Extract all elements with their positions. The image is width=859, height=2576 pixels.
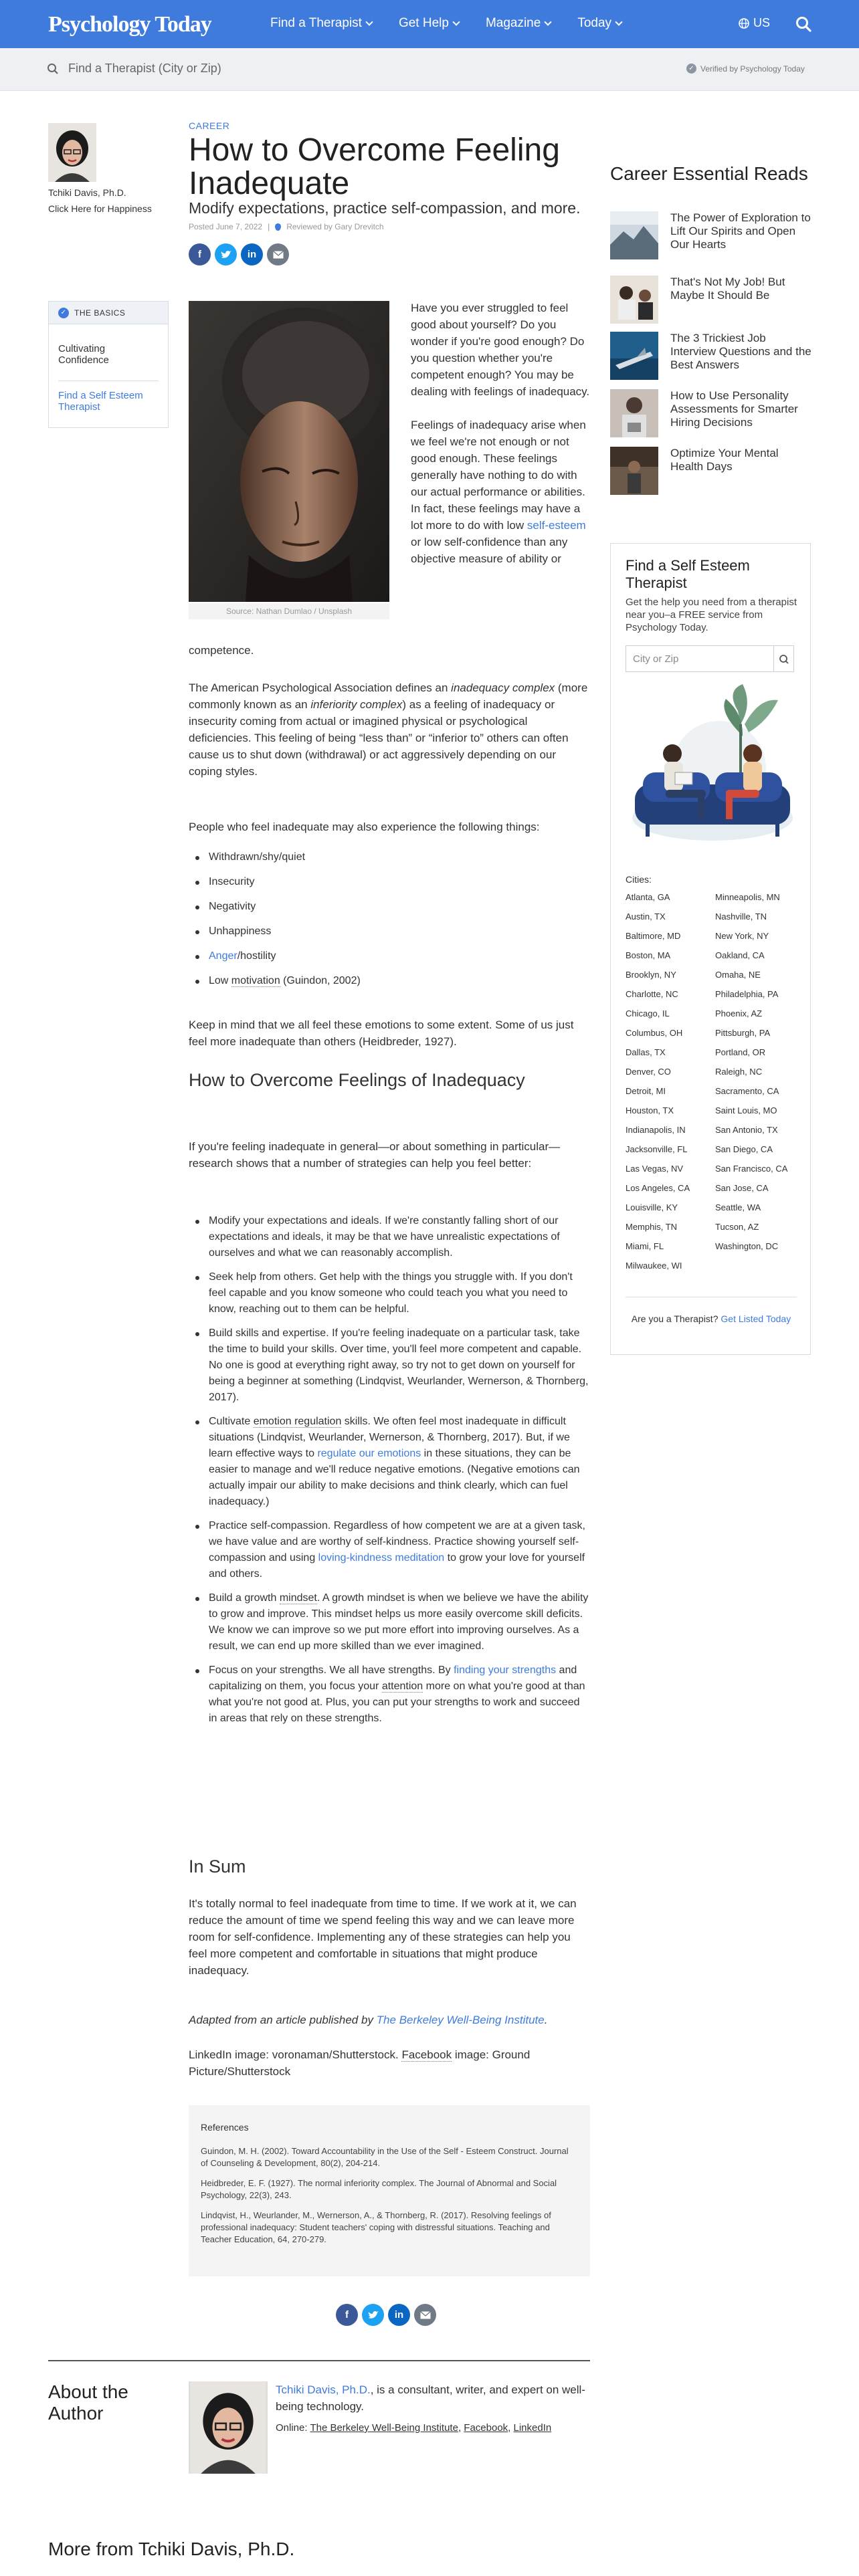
page-title: How to Overcome Feeling Inadequate bbox=[189, 132, 560, 201]
globe-icon bbox=[739, 18, 749, 29]
cities-column-right bbox=[715, 887, 801, 1256]
list-item: Negativity bbox=[189, 899, 590, 915]
nav-get-help[interactable] bbox=[399, 16, 459, 31]
essential-read-title: The 3 Trickiest Job Interview Questions and the Best Answers bbox=[670, 332, 812, 371]
city-link[interactable]: Raleigh, NC bbox=[715, 1067, 763, 1077]
mindset-term[interactable]: mindset bbox=[279, 1592, 317, 1604]
essential-read-item[interactable] bbox=[610, 276, 811, 324]
motivation-term[interactable]: motivation bbox=[231, 975, 280, 986]
essential-read-title: The Power of Exploration to Lift Our Spirits and Open Our Hearts bbox=[670, 211, 811, 251]
text: . bbox=[544, 2014, 548, 2026]
twitter-share-button[interactable] bbox=[362, 2304, 384, 2326]
city-link[interactable]: Pittsburgh, PA bbox=[715, 1028, 771, 1038]
text: Adapted from an article published by bbox=[189, 2014, 377, 2026]
section-heading: How to Overcome Feelings of Inadequacy bbox=[189, 1070, 525, 1090]
text: Online: bbox=[276, 2422, 310, 2434]
text: LinkedIn image: voronaman/Shutterstock. bbox=[189, 2048, 402, 2061]
chevron-down-icon bbox=[615, 18, 622, 25]
loving-kindness-link[interactable]: loving-kindness meditation bbox=[318, 1552, 445, 1564]
email-icon bbox=[420, 2311, 431, 2319]
article-thumbnail bbox=[610, 332, 658, 380]
intro-paragraph: Have you ever struggled to feel good about yourself? Do you wonder if you're good enough? Do you question whether you're competent enough? You may be dealing with feelings of inadequacy. bbox=[411, 302, 590, 398]
text: and capitalizing on them, you focus your bbox=[209, 1665, 577, 1692]
linkedin-share-button[interactable] bbox=[241, 243, 263, 265]
regulate-emotions-link[interactable]: regulate our emotions bbox=[317, 1448, 421, 1459]
category-link[interactable]: CAREER bbox=[189, 120, 230, 131]
city-link[interactable]: Indianapolis, IN bbox=[626, 1125, 686, 1135]
list-item bbox=[189, 1590, 590, 1654]
basics-label: THE BASICS bbox=[74, 308, 126, 318]
locale-label: US bbox=[753, 16, 771, 29]
therapist-search-input[interactable]: Find a Therapist (City or Zip) bbox=[68, 62, 221, 75]
city-link[interactable]: Phoenix, AZ bbox=[715, 1008, 763, 1018]
posted-date: Posted June 7, 2022 bbox=[189, 222, 263, 231]
facebook-term[interactable]: Facebook bbox=[401, 2048, 452, 2061]
text: (Guindon, 2002) bbox=[283, 975, 361, 986]
reviewed-by[interactable]: Reviewed by Gary Drevitch bbox=[286, 222, 384, 231]
city-link[interactable]: Philadelphia, PA bbox=[715, 989, 779, 999]
article-intro bbox=[411, 300, 591, 584]
city-link[interactable]: Jacksonville, FL bbox=[626, 1144, 688, 1154]
search-icon[interactable] bbox=[794, 15, 813, 33]
experience-intro: People who feel inadequate may also experience the following things: bbox=[189, 821, 540, 833]
city-link[interactable]: San Jose, CA bbox=[715, 1183, 769, 1193]
text: The American Psychological Association defines an bbox=[189, 681, 452, 694]
check-icon: ✓ bbox=[686, 64, 696, 74]
twitter-icon bbox=[368, 2311, 379, 2320]
city-link[interactable]: San Diego, CA bbox=[715, 1144, 773, 1154]
city-link[interactable]: Austin, TX bbox=[626, 911, 666, 922]
essential-read-title: How to Use Personality Assessments for Smarter Hiring Decisions bbox=[670, 389, 798, 429]
emotion-regulation-term[interactable]: emotion regulation bbox=[253, 1416, 342, 1427]
city-link[interactable]: Sacramento, CA bbox=[715, 1086, 779, 1096]
text: image: Ground Picture/Shutterstock bbox=[189, 2048, 531, 2078]
find-therapist-link[interactable]: Find a Self Esteem Therapist bbox=[58, 390, 143, 413]
city-link[interactable]: Milwaukee, WI bbox=[626, 1261, 682, 1271]
main-nav bbox=[270, 16, 648, 31]
attention-term[interactable]: attention bbox=[381, 1681, 423, 1692]
cities-label: Cities: bbox=[626, 874, 652, 885]
reference-item: Heidbreder, E. F. (1927). The normal inferiority complex. The Journal of Abnormal and Social Psychology, 22(3), 243. bbox=[201, 2178, 557, 2200]
author-name-link[interactable]: Tchiki Davis, Ph.D. bbox=[276, 2383, 371, 2396]
berkeley-link[interactable]: The Berkeley Well-Being Institute bbox=[310, 2422, 458, 2434]
image-caption: Source: Nathan Dumlao / Unsplash bbox=[189, 603, 389, 619]
city-link[interactable]: Columbus, OH bbox=[626, 1028, 683, 1038]
intro-paragraph-end: competence. bbox=[189, 644, 254, 657]
share-buttons bbox=[189, 243, 289, 265]
linkedin-icon: in bbox=[247, 249, 257, 260]
text: to grow your love for yourself and others. bbox=[209, 1552, 585, 1580]
image-credits bbox=[189, 2046, 590, 2080]
article-meta: Posted June 7, 2022 | Reviewed by Gary Drevitch bbox=[189, 222, 384, 231]
essential-read-item[interactable] bbox=[610, 332, 811, 380]
email-icon bbox=[273, 251, 284, 259]
chevron-down-icon bbox=[545, 18, 552, 25]
text: skills. We often feel most inadequate in difficult situations (Lindqvist, Weurlander, Wernerson, & Thornberg, 2017). But, if we learn effective ways to bbox=[209, 1416, 570, 1459]
nav-label: Magazine bbox=[485, 16, 541, 30]
city-link[interactable]: Houston, TX bbox=[626, 1105, 674, 1115]
list-item: Build skills and expertise. If you're feeling inadequate on a particular task, take the time to build your skills. Over time, you'll feel more competent and capable. No one is good at everything right away, so try not to get down on yourself for being a beginner at something (Lindqvist, Weurlander, Wernerson, & Thornberg, 2017). bbox=[189, 1325, 590, 1406]
text: (more commonly known as an bbox=[189, 681, 588, 711]
chevron-down-icon bbox=[365, 18, 373, 25]
text: Build a growth bbox=[209, 1592, 280, 1604]
text: . A growth mindset is when we believe we have the ability to grow and improve. This mindset helps us more easily overcome skill deficits. We know we can improve so we put more effort into improving ourselves. As a result, we can end up more skilled than we ever imagined. bbox=[209, 1592, 589, 1652]
city-link[interactable]: Memphis, TN bbox=[626, 1222, 678, 1232]
references-heading: References bbox=[201, 2122, 249, 2133]
city-link[interactable]: Detroit, MI bbox=[626, 1086, 666, 1096]
city-link[interactable]: Washington, DC bbox=[715, 1241, 779, 1251]
text: inferiority complex bbox=[310, 698, 403, 711]
nav-find-therapist[interactable] bbox=[270, 16, 372, 31]
city-link[interactable]: Denver, CO bbox=[626, 1067, 671, 1077]
essential-read-title: Optimize Your Mental Health Days bbox=[670, 447, 779, 473]
city-link[interactable]: Atlanta, GA bbox=[626, 892, 670, 902]
get-listed-link[interactable]: Get Listed Today bbox=[721, 1313, 791, 1324]
linkedin-share-button[interactable] bbox=[388, 2304, 410, 2326]
verified-badge bbox=[686, 64, 805, 74]
check-icon: ✓ bbox=[58, 308, 69, 318]
article-thumbnail bbox=[610, 447, 658, 495]
city-link[interactable]: Tucson, AZ bbox=[715, 1222, 759, 1232]
text: Cultivate bbox=[209, 1416, 254, 1427]
text: , is a consultant, writer, and expert on well-being technology. bbox=[276, 2383, 585, 2413]
article-hero-image bbox=[189, 301, 389, 602]
city-link[interactable]: San Francisco, CA bbox=[715, 1164, 788, 1174]
nav-label: Get Help bbox=[398, 16, 449, 30]
city-link[interactable]: San Antonio, TX bbox=[715, 1125, 778, 1135]
city-link[interactable]: New York, NY bbox=[715, 931, 769, 941]
author-avatar[interactable] bbox=[189, 2381, 268, 2474]
text: Practice self-compassion. Regardless of how competent we are at a given task, we have value and are worthy of self-kindness. Practice showing yourself self-compassion and using bbox=[209, 1520, 585, 1564]
city-link[interactable]: Portland, OR bbox=[715, 1047, 766, 1057]
finding-strengths-link[interactable]: finding your strengths bbox=[454, 1665, 557, 1676]
site-logo[interactable]: Psychology Today bbox=[48, 12, 211, 37]
city-link[interactable]: Baltimore, MD bbox=[626, 931, 681, 941]
list-item: Anger/hostility bbox=[189, 948, 590, 964]
reference-item: Guindon, M. H. (2002). Toward Accountability in the Use of the Self ‐ Esteem Construct. Journal of Counseling & Development, 80(2), 204-214. bbox=[201, 2146, 569, 2168]
city-link[interactable]: Chicago, IL bbox=[626, 1008, 670, 1018]
list-item: Unhappiness bbox=[189, 924, 590, 940]
facebook-link[interactable]: Facebook bbox=[464, 2422, 508, 2434]
twitter-share-button[interactable] bbox=[215, 243, 237, 265]
top-nav bbox=[0, 0, 859, 48]
text: or low self-confidence than any objective measure of ability or bbox=[411, 536, 568, 565]
linkedin-icon: in bbox=[394, 2309, 404, 2321]
more-from-heading: More from Tchiki Davis, Ph.D. bbox=[48, 2539, 295, 2559]
basics-header bbox=[49, 302, 168, 324]
essential-reads-heading: Career Essential Reads bbox=[610, 163, 808, 184]
list-item: Insecurity bbox=[189, 874, 590, 890]
find-therapist-heading: Find a Self Esteem Therapist bbox=[626, 557, 750, 591]
city-link[interactable]: Brooklyn, NY bbox=[626, 970, 676, 980]
find-therapist-description: Get the help you need from a therapist near you–a FREE service from Psychology Today. bbox=[626, 597, 797, 633]
berkeley-link[interactable]: The Berkeley Well-Being Institute bbox=[376, 2014, 545, 2026]
email-share-button[interactable] bbox=[414, 2304, 436, 2326]
list-item: Withdrawn/shy/quiet bbox=[189, 849, 590, 865]
share-buttons-bottom bbox=[336, 2304, 436, 2326]
city-link[interactable]: Las Vegas, NV bbox=[626, 1164, 683, 1174]
city-link[interactable]: Louisville, KY bbox=[626, 1202, 678, 1212]
self-esteem-link[interactable]: self-esteem bbox=[527, 519, 586, 532]
reference-item: Lindqvist, H., Weurlander, M., Wernerson, A., & Thornberg, R. (2017). Resolving feelings of professional inadequacy: Student teachers' coping with distressful situations. Teaching and Teacher Education, 64, 270-279. bbox=[201, 2210, 551, 2244]
search-icon bbox=[774, 646, 794, 673]
list-item: Modify your expectations and ideals. If we're constantly falling short of our expectations and ideals, it may be that we have unrealistic expectations of ourselves and what we can reasonably accomplish. bbox=[189, 1213, 590, 1261]
text: Feelings of inadequacy arise when we feel we're not enough or not good enough. These feelings generally have nothing to do with our actual performance or abilities. In fact, these feelings may have a lot more to do with low bbox=[411, 419, 586, 532]
therapist-search-bar bbox=[0, 48, 859, 91]
author-bio bbox=[276, 2381, 590, 2415]
nav-today[interactable] bbox=[577, 16, 622, 31]
list-item bbox=[189, 973, 590, 989]
text: in these situations, they can be easier to manage and we'll reduce negative emotions. (Negative emotions can actually impair our ability to make decisions and think clearly, which can fuel inadequacy.) bbox=[209, 1448, 580, 1507]
nav-magazine[interactable] bbox=[486, 16, 551, 31]
chevron-down-icon bbox=[452, 18, 460, 25]
apa-paragraph bbox=[189, 679, 590, 780]
facebook-share-button[interactable] bbox=[189, 243, 211, 265]
divider bbox=[48, 2360, 590, 2361]
city-link[interactable]: Boston, MA bbox=[626, 950, 671, 960]
essential-read-title: That's Not My Job! But Maybe It Should Be bbox=[670, 276, 785, 302]
facebook-icon: f bbox=[198, 249, 201, 260]
article-thumbnail bbox=[610, 211, 658, 259]
text: Low bbox=[209, 975, 231, 986]
basics-box bbox=[48, 301, 169, 428]
references-box bbox=[189, 2105, 590, 2276]
list-item bbox=[189, 1414, 590, 1510]
text: inadequacy complex bbox=[451, 681, 555, 694]
essential-read-item[interactable] bbox=[610, 389, 811, 437]
strategies-intro: If you're feeling inadequate in general—or about something in particular—research shows that a number of strategies can help you feel better: bbox=[189, 1140, 561, 1170]
linkedin-link[interactable]: LinkedIn bbox=[513, 2422, 552, 2434]
essential-read-item[interactable] bbox=[610, 211, 811, 265]
author-blog-link[interactable]: Click Here for Happiness bbox=[48, 203, 152, 214]
strategies-list bbox=[189, 1213, 590, 1735]
nav-label: Find a Therapist bbox=[270, 16, 362, 30]
list-item bbox=[189, 1518, 590, 1582]
author-online-links: Online: The Berkeley Well-Being Institute, Facebook, LinkedIn bbox=[276, 2422, 552, 2434]
text: more on what you're good at than what you're not good at. Plus, you can put your strengths to work and succeed in areas that rely on these strengths. bbox=[209, 1681, 585, 1724]
locale-selector[interactable] bbox=[739, 16, 770, 30]
list-item bbox=[189, 1662, 590, 1727]
city-link[interactable]: Charlotte, NC bbox=[626, 989, 678, 999]
essential-read-item[interactable] bbox=[610, 447, 811, 495]
article-thumbnail bbox=[610, 389, 658, 437]
search-icon bbox=[47, 63, 59, 75]
therapy-illustration bbox=[626, 684, 799, 854]
anger-link[interactable]: Anger bbox=[209, 950, 237, 962]
cities-column-left bbox=[626, 887, 690, 1275]
city-link[interactable]: Dallas, TX bbox=[626, 1047, 666, 1057]
therapist-listing-prompt bbox=[626, 1313, 797, 1325]
city-zip-input[interactable]: City or Zip bbox=[626, 645, 774, 672]
city-link[interactable]: Miami, FL bbox=[626, 1241, 664, 1251]
summary-paragraph: It's totally normal to feel inadequate from time to time. If we work at it, we can reduce the amount of time we spend feeling this way and we can leave more room for self-confidence. Implementing any of these strategies can help you feel more competent and comfortable in situations that might produce inadequacy. bbox=[189, 1897, 577, 1977]
facebook-share-button[interactable] bbox=[336, 2304, 358, 2326]
list-item: Seek help from others. Get help with the things you struggle with. If you don't feel capable and you know someone who could teach you what you need to know, reaching out to them can be helpful. bbox=[189, 1269, 590, 1317]
city-link[interactable]: Nashville, TN bbox=[715, 911, 767, 922]
reviewed-icon bbox=[275, 223, 281, 231]
intro-paragraph bbox=[411, 417, 591, 567]
email-share-button[interactable] bbox=[267, 243, 289, 265]
text: Are you a Therapist? bbox=[631, 1313, 721, 1324]
twitter-icon bbox=[221, 250, 231, 259]
facebook-icon: f bbox=[345, 2309, 349, 2321]
city-link[interactable]: Oakland, CA bbox=[715, 950, 765, 960]
keep-in-mind-paragraph: Keep in mind that we all feel these emotions to some extent. Some of us just feel more inadequate than others (Heidbreder, 1927). bbox=[189, 1018, 574, 1048]
city-link[interactable]: Minneapolis, MN bbox=[715, 892, 780, 902]
verified-label: Verified by Psychology Today bbox=[700, 64, 805, 74]
text: ) as a feeling of inadequacy or insecurity coming from actual or imagined physical or psychological deficiencies. This feeling of being “less than” or “inferior to” others can often cause us to shut down (withdrawal) or act aggressively depending on our coping styles. bbox=[189, 698, 569, 778]
experience-list bbox=[189, 849, 590, 998]
adapted-note bbox=[189, 2012, 590, 2028]
city-search-button[interactable] bbox=[774, 645, 794, 672]
basics-item-confidence[interactable]: Cultivating Confidence bbox=[58, 343, 109, 366]
find-therapist-box bbox=[610, 543, 811, 1355]
article-subtitle: Modify expectations, practice self-compassion, and more. bbox=[189, 199, 581, 217]
author-avatar[interactable] bbox=[48, 123, 96, 182]
city-link[interactable]: Seattle, WA bbox=[715, 1202, 761, 1212]
city-link[interactable]: Los Angeles, CA bbox=[626, 1183, 690, 1193]
text: hostility bbox=[240, 950, 276, 962]
about-heading: About the Author bbox=[48, 2381, 128, 2424]
nav-label: Today bbox=[577, 16, 612, 30]
city-link[interactable]: Omaha, NE bbox=[715, 970, 761, 980]
article-thumbnail bbox=[610, 276, 658, 324]
text: Focus on your strengths. We all have strengths. By bbox=[209, 1665, 454, 1676]
author-name[interactable]: Tchiki Davis, Ph.D. bbox=[48, 187, 126, 198]
section-heading: In Sum bbox=[189, 1856, 246, 1876]
city-link[interactable]: Saint Louis, MO bbox=[715, 1105, 777, 1115]
